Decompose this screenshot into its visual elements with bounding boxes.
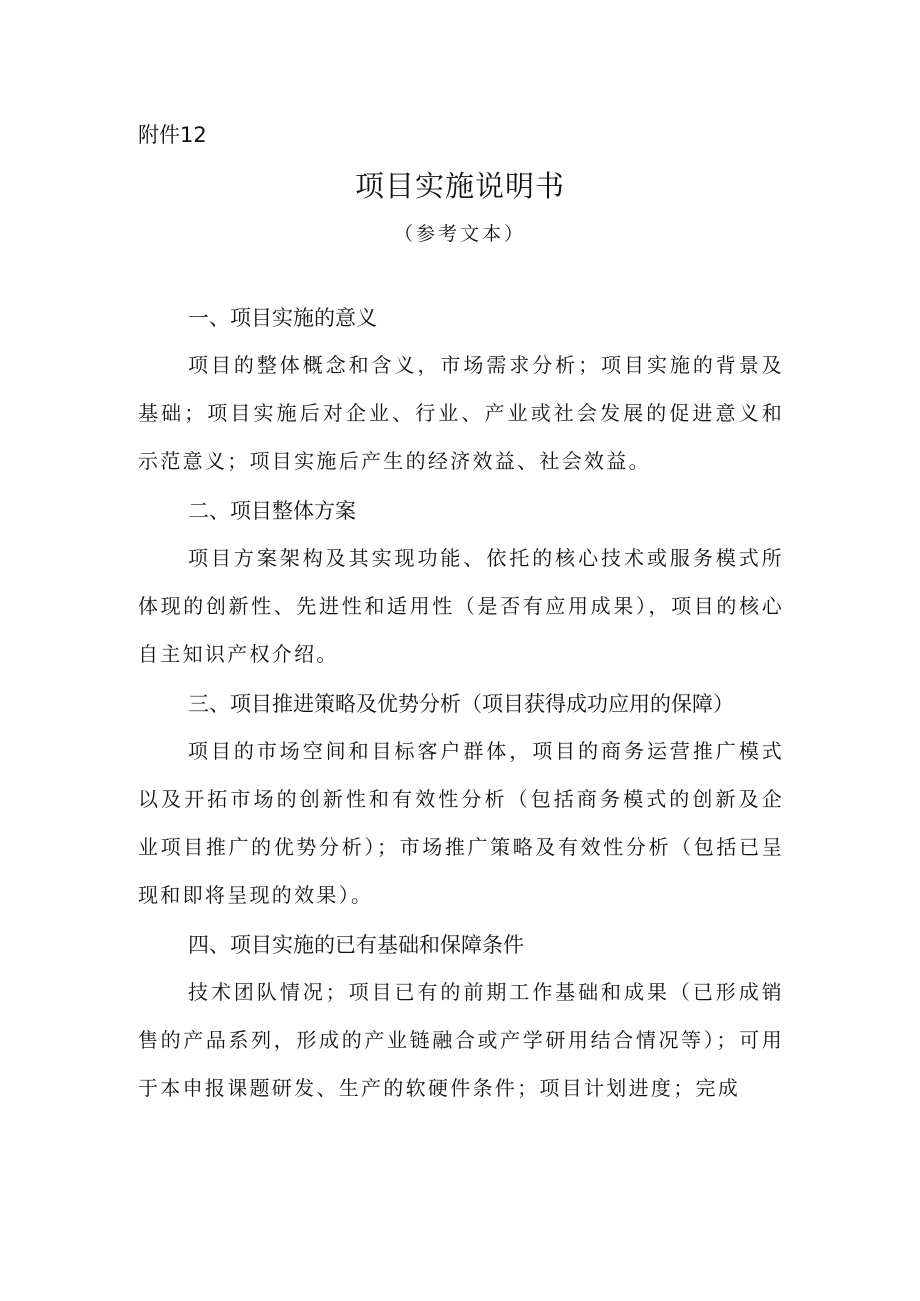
section-body-2: 项目方案架构及其实现功能、依托的核心技术或服务模式所体现的创新性、先进性和适用性（是否有应用成果），项目的核心自主知识产权介绍。 <box>138 546 784 666</box>
section-body-3: 项目的市场空间和目标客户群体，项目的商务运营推广模式以及开拓市场的创新性和有效性分析（包括商务模式的创新及企业项目推广的优势分析）；市场推广策略及有效性分析（包括已呈现和即将呈现的效果）。 <box>138 739 784 907</box>
section-body-1: 项目的整体概念和含义，市场需求分析；项目实施的背景及基础；项目实施后对企业、行业、产业或社会发展的促进意义和示范意义；项目实施后产生的经济效益、社会效益。 <box>138 353 784 473</box>
document-subtitle: （参考文本） <box>393 223 526 245</box>
section-heading-2: 二、项目整体方案 <box>188 499 356 523</box>
section-heading-1: 一、项目实施的意义 <box>188 306 377 330</box>
section-heading-3: 三、项目推进策略及优势分析（项目获得成功应用的保障） <box>188 692 734 716</box>
document-title: 项目实施说明书 <box>354 169 565 203</box>
attachment-label: 附件12 <box>138 123 207 147</box>
section-body-4: 技术团队情况；项目已有的前期工作基础和成果（已形成销售的产品系列，形成的产业链融合或产学研用结合情况等）；可用于本申报课题研发、生产的软硬件条件；项目计划进度；完成 <box>138 980 784 1100</box>
section-heading-4: 四、项目实施的已有基础和保障条件 <box>188 933 524 957</box>
